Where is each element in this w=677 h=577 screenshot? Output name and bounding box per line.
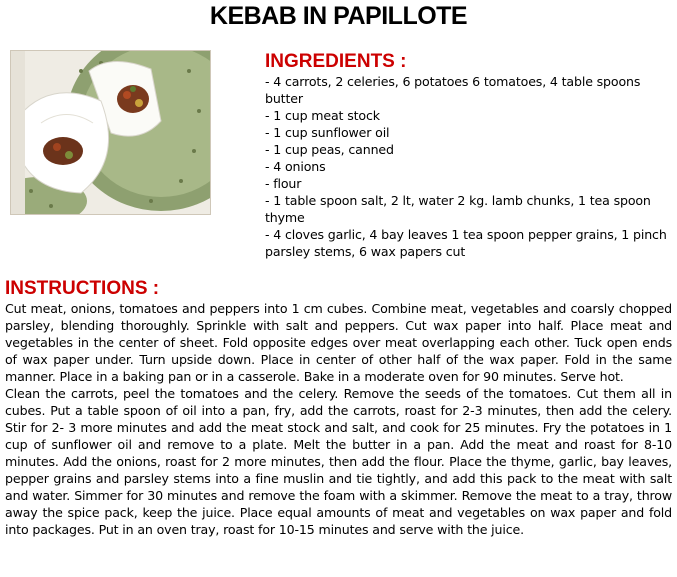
ingredient-item: - 1 cup peas, canned (265, 142, 394, 157)
ingredients-heading: INGREDIENTS : (265, 51, 407, 72)
page-title: KEBAB IN PAPILLOTE (209, 2, 468, 30)
instructions-section (5, 278, 672, 538)
ingredient-item: - 1 cup sunflower oil (265, 125, 390, 140)
ingredient-item: - 4 onions (265, 159, 326, 174)
recipe-photo (10, 50, 211, 215)
ingredient-item: - flour (265, 176, 302, 191)
ingredient-item: - 4 carrots, 2 celeries, 6 potatoes 6 tomatoes, 4 table spoons butter (265, 74, 641, 106)
instructions-paragraph: Clean the carrots, peel the tomatoes and the celery. Remove the seeds of the tomatoes. Cut them all in cubes. Put a table spoon of oil into a pan, fry, add the carrots, roast for 2-3 minutes, then add the celery. Stir for 2- 3 more minutes and add the meat stock and salt, and cook for 25 minutes. Fry the potatoes in 1 cup of sunflower oil and remove to a plate. Melt the butter in a pan. Add the meat and roast for 8-10 minutes. Add the onions, roast for 2 more minutes, then add the flour. Place the thyme, garlic, bay leaves, pepper grains and parsley stems into a fine muslin and tie tightly, and add this pack to the meat with salt and water. Simmer for 30 minutes and remove the foam with a skimmer. Remove the meat to a tray, throw away the spice pack, keep the juice. Place equal amounts of meat and vegetables on wax paper and fold into packages. Put in an oven tray, roast for 10-15 minutes and serve with the juice. (5, 386, 672, 537)
instructions-heading: INSTRUCTIONS : (5, 278, 160, 299)
ingredients-section (265, 51, 673, 260)
instructions-paragraph: Cut meat, onions, tomatoes and peppers into 1 cm cubes. Combine meat, vegetables and coarsly chopped parsley, blending thoroughly. Sprinkle with salt and peppers. Cut wax paper into half. Place meat and vegetables in the center of sheet. Fold opposite edges over meat overlapping each other. Tuck open ends of wax paper under. Turn upside down. Place in center of other half of the wax paper. Fold in the same manner. Place in a baking pan or in a casserole. Bake in a moderate oven for 90 minutes. Serve hot. (5, 301, 672, 384)
ingredient-item: - 1 cup meat stock (265, 108, 380, 123)
ingredient-item: - 4 cloves garlic, 4 bay leaves 1 tea spoon pepper grains, 1 pinch parsley stems, 6 wax papers cut (265, 227, 667, 259)
ingredients-list (265, 73, 673, 260)
ingredient-item: - 1 table spoon salt, 2 lt, water 2 kg. lamb chunks, 1 tea spoon thyme (265, 193, 651, 225)
